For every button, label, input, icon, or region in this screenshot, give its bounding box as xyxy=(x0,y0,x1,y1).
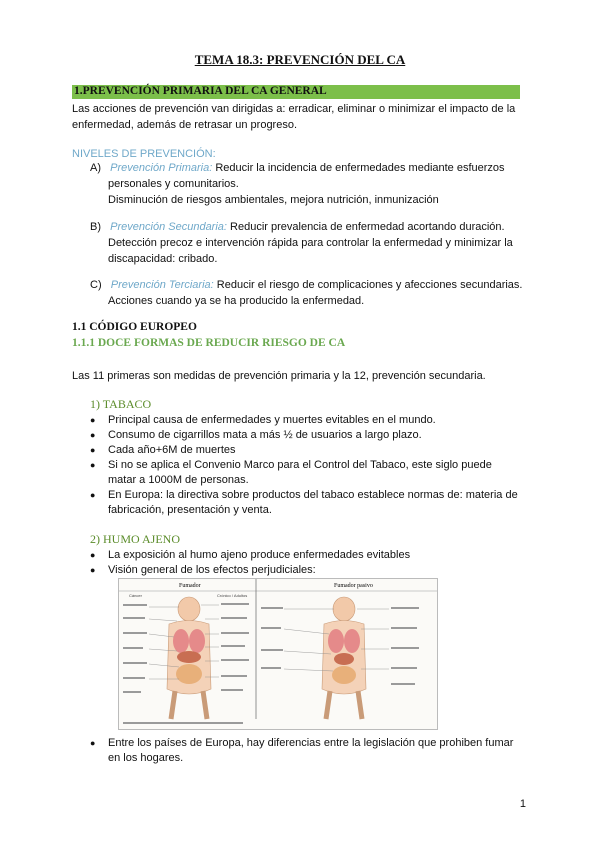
level-text: personales y comunitarios. xyxy=(108,178,239,190)
tabaco-heading: 1) TABACO xyxy=(90,397,152,411)
page-number: 1 xyxy=(519,798,526,810)
list-item: ● Entre los países de Europa, hay diferencias entre la legislación que prohiben fumar en los hogares. xyxy=(90,736,520,766)
level-text: Disminución de riesgos ambientales, mejora nutrición, inmunización xyxy=(108,194,439,206)
figure-text-placeholders xyxy=(123,603,419,724)
level-item-b xyxy=(90,219,530,267)
level-item-c xyxy=(90,277,530,309)
intro-line: enfermedad, además de retrasar un progreso. xyxy=(72,119,298,131)
figure-col-label: Cáncer xyxy=(129,593,142,598)
list-item: ● Consumo de cigarrillos mata a más ½ de usuarios a largo plazo. xyxy=(90,428,520,443)
list-item: ● Cada año+6M de muertes xyxy=(90,443,520,458)
level-text: Reducir prevalencia de enfermedad acortando duración. xyxy=(230,221,505,233)
level-name: Prevención Secundaria: xyxy=(110,221,227,233)
intro-line: Las acciones de prevención van dirigidas a: erradicar, eliminar o minimizar el impacto de la xyxy=(72,103,516,115)
effects-illustration xyxy=(119,579,437,729)
intro-paragraph xyxy=(72,101,532,133)
list-item: ● En Europa: la directiva sobre productos del tabaco establece normas de: materia de fabricación, presentación y venta. xyxy=(90,488,520,518)
code-intro: Las 11 primeras son medidas de prevención primaria y la 12, prevención secundaria. xyxy=(72,370,486,382)
list-item: ● La exposición al humo ajeno produce enfermedades evitables xyxy=(90,548,520,563)
humo-after-list xyxy=(90,736,520,766)
figure-right-title: Fumador pasivo xyxy=(334,583,373,589)
level-letter: B) xyxy=(90,221,101,233)
level-name: Prevención Terciaria: xyxy=(110,279,214,291)
page-title: TEMA 18.3: PREVENCIÓN DEL CA xyxy=(194,52,406,67)
list-item: ● Si no se aplica el Convenio Marco para el Control del Tabaco, este siglo puede matar a 1000M de personas. xyxy=(90,458,520,488)
niveles-heading: NIVELES DE PREVENCIÓN: xyxy=(72,148,216,160)
tabaco-list xyxy=(90,413,520,518)
section-heading-band xyxy=(72,85,520,99)
list-item: ● Principal causa de enfermedades y muertes evitables en el mundo. xyxy=(90,413,520,428)
figure-left-title: Fumador xyxy=(179,583,201,589)
level-letter: A) xyxy=(90,162,101,174)
effects-figure xyxy=(118,578,438,730)
subsection-heading: 1.1 CÓDIGO EUROPEO xyxy=(72,321,197,333)
level-name: Prevención Primaria: xyxy=(110,162,213,174)
smoker-body xyxy=(167,597,211,719)
humo-list xyxy=(90,548,520,578)
figure-col-label: Crónico / Adultos xyxy=(217,593,248,598)
level-text: discapacidad: cribado. xyxy=(108,253,218,265)
passive-smoker-body xyxy=(322,597,366,719)
subsubsection-heading: 1.1.1 DOCE FORMAS DE REDUCIR RIESGO DE CA xyxy=(72,337,346,349)
humo-heading: 2) HUMO AJENO xyxy=(90,532,180,546)
level-item-a xyxy=(90,160,530,208)
level-text: Reducir la incidencia de enfermedades mediante esfuerzos xyxy=(215,162,505,174)
level-text: Acciones cuando ya se ha producido la enfermedad. xyxy=(108,295,365,307)
level-text: Detección precoz e intervención rápida para controlar la enfermedad y minimizar la xyxy=(108,237,513,249)
section-heading: 1.PREVENCIÓN PRIMARIA DEL CA GENERAL xyxy=(74,85,327,97)
list-item: ● Visión general de los efectos perjudiciales: xyxy=(90,563,520,578)
level-text: Reducir el riesgo de complicaciones y afecciones secundarias. xyxy=(216,279,523,291)
level-letter: C) xyxy=(90,279,102,291)
